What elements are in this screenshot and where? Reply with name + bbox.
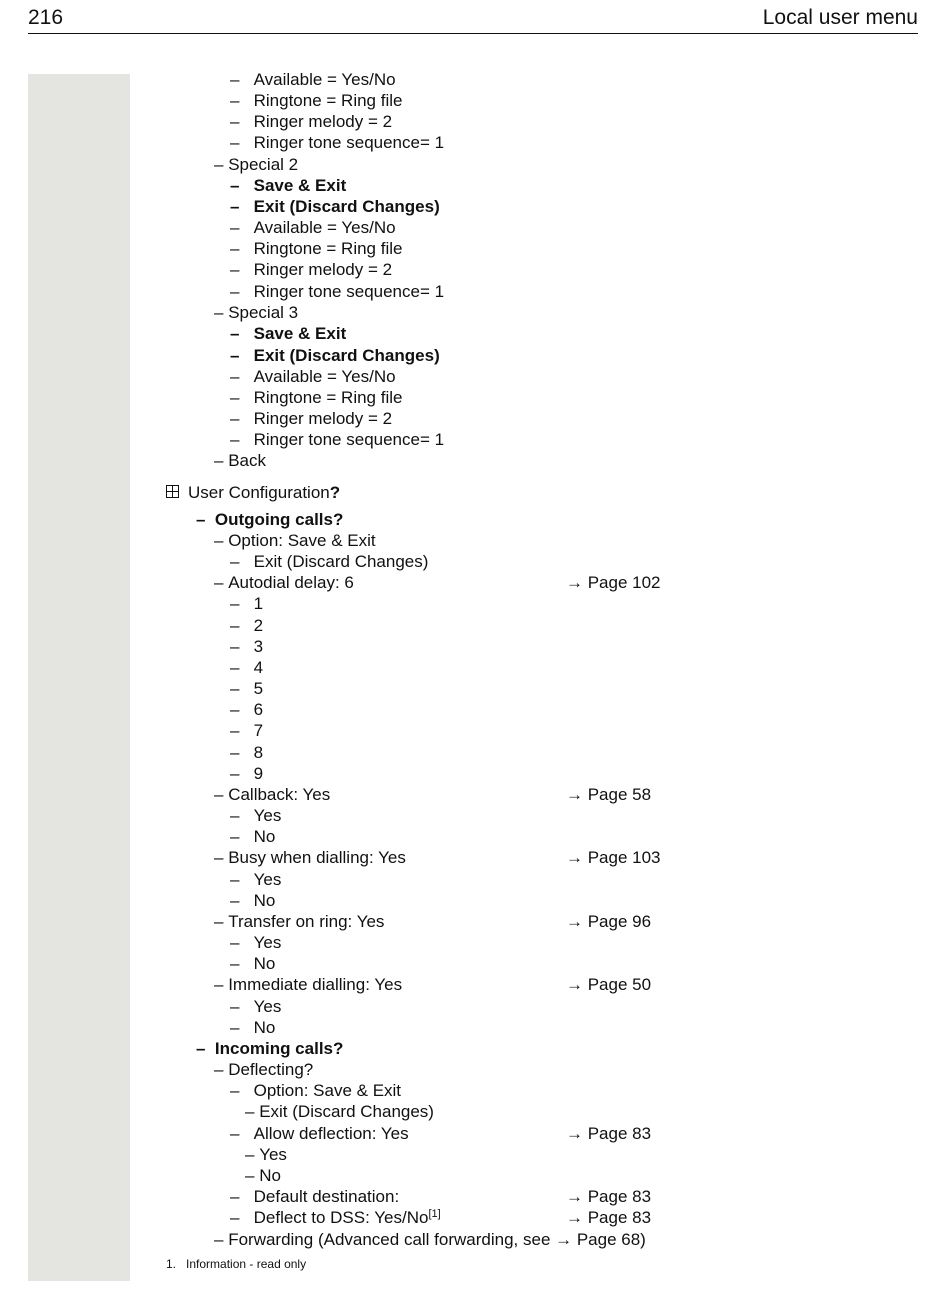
menu-item: – 3 — [230, 637, 264, 656]
menu-item: – 8 — [230, 743, 264, 762]
menu-item: – Save & Exit — [230, 176, 347, 195]
menu-item: – No — [230, 827, 276, 846]
menu-item-default-destination: – Default destination: — [230, 1187, 400, 1206]
incoming-calls-heading: – Incoming calls? — [196, 1039, 344, 1058]
menu-item-callback: – Callback: Yes — [214, 785, 331, 804]
footnote-text: Information - read only — [186, 1257, 307, 1271]
footnote-marker: [1] — [428, 1208, 441, 1220]
menu-section-icon — [166, 485, 179, 498]
menu-item: – No — [245, 1166, 281, 1185]
menu-item: – Available = Yes/No — [230, 218, 396, 237]
menu-item-special2: – Special 2 — [214, 155, 299, 174]
menu-item: – Ringer melody = 2 — [230, 112, 393, 131]
menu-item: – Exit (Discard Changes) — [245, 1102, 434, 1121]
menu-item: – 7 — [230, 721, 264, 740]
menu-item-allow-deflection: – Allow deflection: Yes — [230, 1124, 409, 1143]
page-reference: → Page 83 — [566, 1208, 652, 1227]
footnote-number: 1. — [166, 1257, 177, 1271]
menu-item: – Exit (Discard Changes) — [230, 346, 440, 365]
menu-item: – Option: Save & Exit — [230, 1081, 402, 1100]
menu-item: – Available = Yes/No — [230, 367, 396, 386]
menu-item: – Save & Exit — [230, 324, 347, 343]
menu-item: – No — [230, 954, 276, 973]
menu-item: – Ringtone = Ring file — [230, 239, 403, 258]
menu-item: – Ringer melody = 2 — [230, 409, 393, 428]
menu-item: – Ringer tone sequence= 1 — [230, 282, 445, 301]
menu-item: – Yes — [230, 997, 282, 1016]
menu-item: – Yes — [230, 806, 282, 825]
menu-item-special3: – Special 3 — [214, 303, 299, 322]
page-reference: → Page 83 — [566, 1124, 652, 1143]
page-reference: → Page 58 — [566, 785, 652, 804]
menu-item: – 9 — [230, 764, 264, 783]
menu-item-back: – Back — [214, 451, 266, 470]
footnote — [166, 1257, 306, 1271]
menu-item-busy: – Busy when dialling: Yes — [214, 848, 406, 867]
menu-item-transfer: – Transfer on ring: Yes — [214, 912, 385, 931]
menu-item: – Ringtone = Ring file — [230, 91, 403, 110]
menu-item: – Available = Yes/No — [230, 70, 396, 89]
menu-item: – 1 — [230, 594, 264, 613]
menu-item-deflecting: – Deflecting? — [214, 1060, 314, 1079]
menu-item: – Yes — [230, 870, 282, 889]
menu-item: – Ringer melody = 2 — [230, 260, 393, 279]
menu-item: – 5 — [230, 679, 264, 698]
page-reference: → Page 102 — [566, 573, 661, 592]
menu-item: – No — [230, 891, 276, 910]
page-number: 216 — [28, 6, 64, 29]
user-configuration-heading: User Configuration? — [188, 483, 341, 502]
menu-item-deflect-dss: – Deflect to DSS: Yes/No[1] — [230, 1208, 441, 1227]
section-title: Local user menu — [762, 6, 918, 29]
menu-item: – Yes — [245, 1145, 287, 1164]
menu-item: – Exit (Discard Changes) — [230, 552, 429, 571]
menu-item: – Ringer tone sequence= 1 — [230, 133, 445, 152]
menu-item-immediate: – Immediate dialling: Yes — [214, 975, 403, 994]
menu-item: – Exit (Discard Changes) — [230, 197, 440, 216]
page-reference: → Page 83 — [566, 1187, 652, 1206]
menu-item-autodial: – Autodial delay: 6 — [214, 573, 354, 592]
page-reference: → Page 96 — [566, 912, 652, 931]
menu-item: – Ringer tone sequence= 1 — [230, 430, 445, 449]
outgoing-calls-heading: – Outgoing calls? — [196, 510, 344, 529]
menu-item: – 6 — [230, 700, 264, 719]
menu-item: – Yes — [230, 933, 282, 952]
page-reference: → Page 50 — [566, 975, 652, 994]
menu-item-forwarding: – Forwarding (Advanced call forwarding, see → Page 68) — [214, 1230, 646, 1249]
menu-item: – Option: Save & Exit — [214, 531, 376, 550]
menu-item: – No — [230, 1018, 276, 1037]
menu-item: – Ringtone = Ring file — [230, 388, 403, 407]
page-reference: → Page 103 — [566, 848, 661, 867]
menu-item: – 4 — [230, 658, 264, 677]
menu-item: – 2 — [230, 616, 264, 635]
